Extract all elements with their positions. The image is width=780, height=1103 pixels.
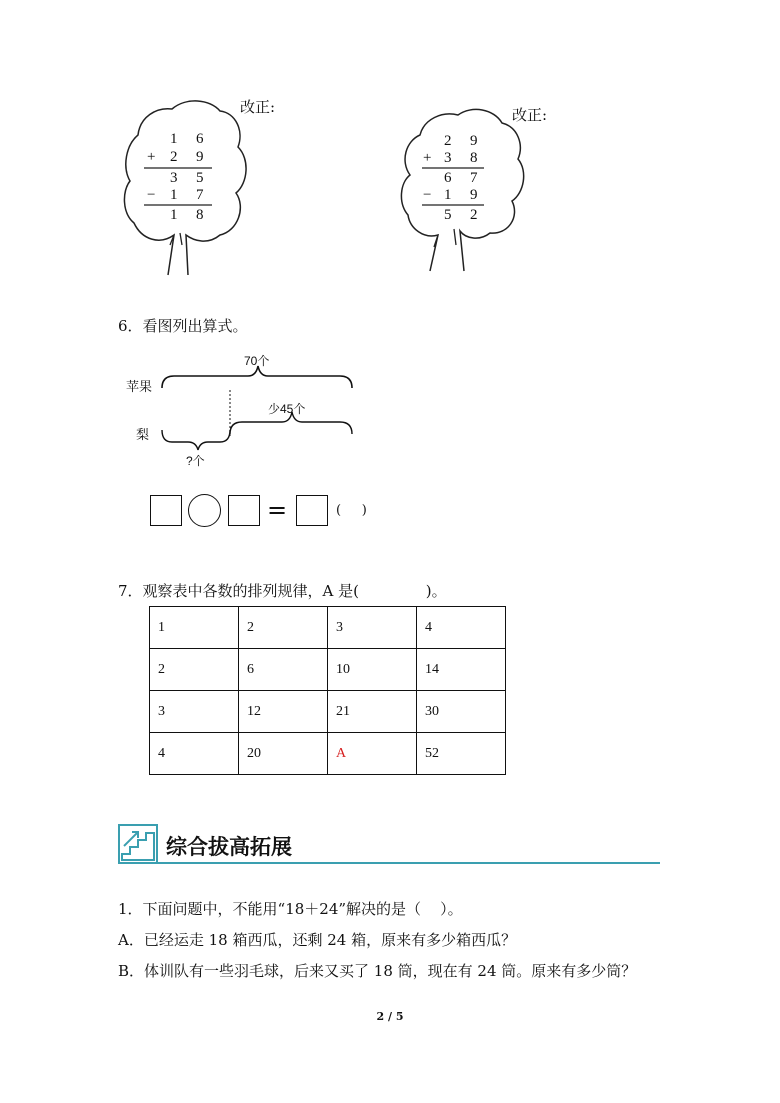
- calc-digit: 1: [170, 187, 178, 203]
- apple-label: 苹果: [126, 380, 153, 395]
- operator-circle[interactable]: [188, 494, 221, 527]
- table-cell: 2: [150, 649, 239, 691]
- pear-label: 梨: [136, 428, 150, 443]
- calc-digit: 9: [196, 149, 204, 165]
- table-cell: 21: [328, 691, 417, 733]
- q1-option-a: A．已经运走 18 箱西瓜，还剩 24 箱，原来有多少箱西瓜？: [118, 931, 517, 949]
- section-underline: [158, 862, 660, 864]
- equals-sign: =: [267, 496, 288, 524]
- calc-digit: 8: [470, 150, 478, 166]
- apple-brace: [162, 366, 352, 388]
- calc-digit: 9: [470, 187, 478, 203]
- left-tree-problem: [120, 95, 250, 280]
- table-cell: 1: [150, 607, 239, 649]
- calc-digit: 6: [444, 170, 452, 186]
- table-cell: 10: [328, 649, 417, 691]
- plus-sign: +: [147, 149, 156, 165]
- q6-bar-diagram: [160, 360, 360, 450]
- table-cell: 4: [150, 733, 239, 775]
- calc-digit: 2: [470, 207, 478, 223]
- calc-digit: 8: [196, 207, 204, 223]
- right-calc: [398, 105, 528, 275]
- table-cell: 3: [150, 691, 239, 733]
- less-label: 少45个: [268, 402, 306, 416]
- table-cell-unknown-a: A: [328, 733, 417, 775]
- answer-box-result[interactable]: [296, 495, 328, 526]
- answer-box-2[interactable]: [228, 495, 260, 526]
- table-cell: 12: [239, 691, 328, 733]
- plus-sign: +: [423, 150, 432, 166]
- stairs-icon: [118, 824, 158, 864]
- minus-sign: −: [423, 187, 432, 203]
- table-row: [150, 607, 506, 649]
- calc-digit: 1: [444, 187, 452, 203]
- calc-digit: 1: [170, 207, 178, 223]
- answer-box-1[interactable]: [150, 495, 182, 526]
- right-tree-problem: [398, 105, 528, 275]
- question-label: ?个: [186, 454, 205, 468]
- correction-label-right: 改正:: [512, 106, 548, 124]
- section-header: [118, 822, 660, 866]
- q1-option-b: B．体训队有一些羽毛球，后来又买了 18 筒，现在有 24 筒。原来有多少筒？: [118, 962, 637, 980]
- correction-label-left: 改正:: [240, 98, 276, 116]
- calc-digit: 5: [196, 170, 204, 186]
- q1-title: 1．下面问题中，不能用“18＋24”解决的是（ ）。: [118, 900, 463, 918]
- table-row: [150, 691, 506, 733]
- q6-title: 6．看图列出算式。: [118, 317, 248, 335]
- table-cell: 30: [417, 691, 506, 733]
- calc-digit: 5: [444, 207, 452, 223]
- left-calc: [120, 95, 250, 280]
- calc-digit: 7: [470, 170, 478, 186]
- table-row: [150, 733, 506, 775]
- table-cell: 3: [328, 607, 417, 649]
- table-cell: 52: [417, 733, 506, 775]
- table-cell: 20: [239, 733, 328, 775]
- total-label: 70个: [244, 354, 270, 368]
- page-number: 2 / 5: [376, 1010, 404, 1023]
- calc-digit: 3: [170, 170, 178, 186]
- calc-digit: 1: [170, 131, 178, 147]
- minus-sign: −: [147, 187, 156, 203]
- calc-digit: 2: [444, 133, 452, 149]
- calc-digit: 9: [470, 133, 478, 149]
- table-cell: 2: [239, 607, 328, 649]
- table-cell: 14: [417, 649, 506, 691]
- calc-digit: 3: [444, 150, 452, 166]
- section-title: 综合拔高拓展: [166, 835, 292, 859]
- q7-title: 7．观察表中各数的排列规律，A 是( )。: [118, 582, 447, 600]
- table-cell: 6: [239, 649, 328, 691]
- unit-paren: ( ): [336, 503, 367, 518]
- calc-digit: 7: [196, 187, 204, 203]
- pattern-table: [149, 606, 506, 775]
- table-cell: 4: [417, 607, 506, 649]
- pear-brace: [162, 430, 230, 450]
- calc-digit: 2: [170, 149, 178, 165]
- calc-digit: 6: [196, 131, 204, 147]
- table-row: [150, 649, 506, 691]
